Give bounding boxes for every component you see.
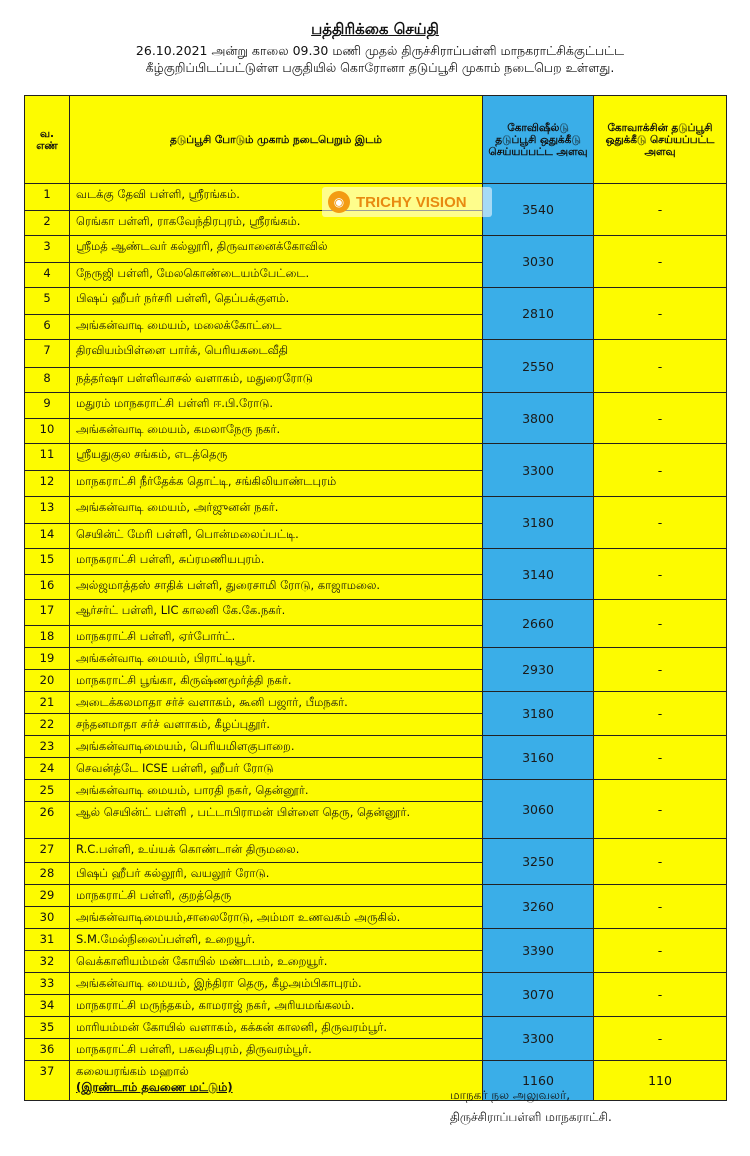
row-number: 26 [25, 802, 70, 839]
table-row [25, 288, 727, 315]
camp-location: மதுரம் மாநகராட்சி பள்ளி ஈ.பி.ரோடு. [70, 393, 483, 419]
covaxin-allocation: - [594, 1017, 727, 1061]
covaxin-allocation: - [594, 184, 727, 236]
row-number: 29 [25, 885, 70, 907]
watermark-text: TRICHY VISION [356, 193, 467, 211]
covaxin-allocation: - [594, 340, 727, 393]
covaxin-allocation: - [594, 549, 727, 600]
covishield-allocation: 3800 [483, 393, 594, 444]
row-number: 19 [25, 648, 70, 670]
table-row [25, 839, 727, 863]
camp-location: மாநகராட்சி மருந்தகம், காமராஜ் நகர், அரியமங்கலம். [70, 995, 483, 1017]
vaccination-camp-table [24, 95, 727, 1101]
covishield-allocation: 2550 [483, 340, 594, 393]
camp-location: ஆல் செயின்ட் பள்ளி , பட்டாபிராமன் பிள்ளை தெரு, தென்னூர். [70, 802, 483, 839]
row-number: 20 [25, 670, 70, 692]
row-number: 3 [25, 236, 70, 263]
camp-location: வடக்கு தேவி பள்ளி, ஸ்ரீரங்கம். [70, 184, 483, 211]
camp-location [70, 1061, 483, 1101]
covishield-allocation: 3070 [483, 973, 594, 1017]
camp-location: ஸ்ரீயதுகுல சங்கம், எடத்தெரு [70, 444, 483, 471]
table-row [25, 1061, 727, 1101]
row-number: 27 [25, 839, 70, 863]
table-row [25, 780, 727, 802]
row-number: 16 [25, 575, 70, 600]
camp-location: அங்கன்வாடி மையம், பிராட்டியூர். [70, 648, 483, 670]
covaxin-allocation: - [594, 736, 727, 780]
table-row [25, 885, 727, 907]
camp-location: அங்கன்வாடிமையம்,சாலைரோடு, அம்மா உணவகம் அருகில். [70, 907, 483, 929]
signature-org: திருச்சிராப்பள்ளி மாநகராட்சி. [450, 1110, 612, 1124]
row-number: 4 [25, 263, 70, 288]
camp-location: ஸ்ரீமத் ஆண்டவர் கல்லூரி, திருவானைக்கோவில் [70, 236, 483, 263]
camp-location-name: கலையரங்கம் மஹால் [76, 1064, 189, 1078]
intro-line-2: கீழ்குறிப்பிடப்பட்டுள்ள பகுதியில் கொரோனா தடுப்பூசி முகாம் நடைபெற உள்ளது. [145, 60, 615, 75]
camp-location: அங்கன்வாடி மையம், அர்ஜுனன் நகர். [70, 497, 483, 524]
row-number: 18 [25, 626, 70, 648]
row-number: 7 [25, 340, 70, 368]
covishield-allocation: 3180 [483, 497, 594, 549]
table-row [25, 648, 727, 670]
camp-location: மாநகராட்சி பூங்கா, கிருஷ்ணமூர்த்தி நகர். [70, 670, 483, 692]
row-number: 35 [25, 1017, 70, 1039]
row-number: 23 [25, 736, 70, 758]
covaxin-allocation: - [594, 885, 727, 929]
covaxin-allocation: - [594, 973, 727, 1017]
camp-location: அல்ஜமாத்தஸ் சாதிக் பள்ளி, துரைசாமி ரோடு, காஜாமலை. [70, 575, 483, 600]
watermark [322, 187, 492, 217]
covaxin-allocation: - [594, 929, 727, 973]
row-number: 37 [25, 1061, 70, 1101]
watermark-logo-icon: ◉ [328, 191, 350, 213]
covaxin-allocation: - [594, 288, 727, 340]
covaxin-allocation: 110 [594, 1061, 727, 1101]
covaxin-allocation: - [594, 393, 727, 444]
table-row [25, 393, 727, 419]
covishield-allocation: 3060 [483, 780, 594, 839]
camp-location: நேருஜி பள்ளி, மேலகொண்டையம்பேட்டை. [70, 263, 483, 288]
table-row [25, 973, 727, 995]
table-row [25, 549, 727, 575]
second-dose-note: (இரண்டாம் தவணை மட்டும்) [76, 1080, 233, 1094]
camp-location: மாநகராட்சி பள்ளி, ஏர்போர்ட். [70, 626, 483, 648]
intro-line-1: 26.10.2021 அன்று காலை 09.30 மணி முதல் திருச்சிராப்பள்ளி மாநகராட்சிக்குட்பட்ட [135, 43, 625, 58]
row-number: 1 [25, 184, 70, 211]
covaxin-allocation: - [594, 839, 727, 885]
covishield-allocation: 3030 [483, 236, 594, 288]
row-number: 34 [25, 995, 70, 1017]
covaxin-allocation: - [594, 444, 727, 497]
camp-location: மாநகராட்சி பள்ளி, சுப்ரமணியபுரம். [70, 549, 483, 575]
camp-location: அங்கன்வாடி மையம், பாரதி நகர், தென்னூர். [70, 780, 483, 802]
row-number: 22 [25, 714, 70, 736]
camp-location: மாநகராட்சி நீர்தேக்க தொட்டி, சங்கிலியாண்டபுரம் [70, 471, 483, 497]
table-row [25, 340, 727, 368]
table-row [25, 497, 727, 524]
camp-location: செவன்த்டே ICSE பள்ளி, ஹீபர் ரோடு [70, 758, 483, 780]
covaxin-allocation: - [594, 236, 727, 288]
row-number: 28 [25, 863, 70, 885]
table-row [25, 444, 727, 471]
covishield-allocation: 2660 [483, 600, 594, 648]
camp-location: பிஷப் ஹீபர் நர்சரி பள்ளி, தெப்பக்குளம். [70, 288, 483, 315]
camp-location: அங்கன்வாடி மையம், மலைக்கோட்டை [70, 315, 483, 340]
row-number: 9 [25, 393, 70, 419]
header-sno: வ. எண் [25, 96, 70, 184]
covishield-allocation: 2810 [483, 288, 594, 340]
row-number: 12 [25, 471, 70, 497]
covishield-allocation: 3540 [483, 184, 594, 236]
row-number: 13 [25, 497, 70, 524]
camp-location: நத்தர்ஷா பள்ளிவாசல் வளாகம், மதுரைரோடு [70, 368, 483, 393]
covaxin-allocation: - [594, 648, 727, 692]
covaxin-allocation: - [594, 600, 727, 648]
table-row [25, 1017, 727, 1039]
camp-location: R.C.பள்ளி, உய்யக் கொண்டான் திருமலை. [70, 839, 483, 863]
row-number: 24 [25, 758, 70, 780]
covishield-allocation: 1160 [483, 1061, 594, 1101]
covishield-allocation: 3300 [483, 444, 594, 497]
header-covaxin: கோவாக்சின் தடுப்பூசி ஒதுக்கீடு செய்யப்பட்ட அளவு [594, 96, 727, 184]
covishield-allocation: 3160 [483, 736, 594, 780]
row-number: 33 [25, 973, 70, 995]
camp-location: வெக்காளியம்மன் கோயில் மண்டபம், உறையூர். [70, 951, 483, 973]
header-covishield: கோவிஷீல்டு தடுப்பூசி ஒதுக்கீடு செய்யப்பட்ட அளவு [483, 96, 594, 184]
covishield-allocation: 3140 [483, 549, 594, 600]
camp-location: அடைக்கலமாதா சர்ச் வளாகம், கூனி பஜார், பீமநகர். [70, 692, 483, 714]
signature-block [450, 1084, 612, 1128]
row-number: 15 [25, 549, 70, 575]
table-row [25, 929, 727, 951]
camp-location: ஆர்சர்ட் பள்ளி, LIC காலனி கே.கே.நகர். [70, 600, 483, 626]
camp-location: மாநகராட்சி பள்ளி, குறத்தெரு [70, 885, 483, 907]
row-number: 36 [25, 1039, 70, 1061]
press-release-title: பத்திரிக்கை செய்தி [311, 20, 439, 38]
camp-location: திரவியம்பிள்ளை பார்க், பெரியகடைவீதி [70, 340, 483, 368]
table-row [25, 692, 727, 714]
table-row [25, 600, 727, 626]
camp-location: அங்கன்வாடி மையம், கமலாநேரு நகர். [70, 419, 483, 444]
camp-location: மாநகராட்சி பள்ளி, பகவதிபுரம், திருவரம்பூர். [70, 1039, 483, 1061]
covishield-allocation: 3260 [483, 885, 594, 929]
row-number: 8 [25, 368, 70, 393]
table-row [25, 736, 727, 758]
camp-location: சந்தனமாதா சர்ச் வளாகம், கீழப்புதூர். [70, 714, 483, 736]
row-number: 25 [25, 780, 70, 802]
row-number: 30 [25, 907, 70, 929]
covishield-allocation: 3300 [483, 1017, 594, 1061]
table-body [25, 184, 727, 1101]
row-number: 17 [25, 600, 70, 626]
row-number: 14 [25, 524, 70, 549]
camp-location: பிஷப் ஹீபர் கல்லூரி, வயலூர் ரோடு. [70, 863, 483, 885]
covaxin-allocation: - [594, 780, 727, 839]
row-number: 2 [25, 211, 70, 236]
signature-title: மாநகர் நல அலுவலர், [450, 1088, 571, 1102]
camp-location: செயின்ட் மேரி பள்ளி, பொன்மலைப்பட்டி. [70, 524, 483, 549]
camp-location: ரெங்கா பள்ளி, ராகவேந்திரபுரம், ஸ்ரீரங்கம். [70, 211, 483, 236]
intro-text [40, 42, 720, 76]
row-number: 10 [25, 419, 70, 444]
camp-location: S.M.மேல்நிலைப்பள்ளி, உறையூர். [70, 929, 483, 951]
covishield-allocation: 3390 [483, 929, 594, 973]
row-number: 21 [25, 692, 70, 714]
row-number: 5 [25, 288, 70, 315]
row-number: 11 [25, 444, 70, 471]
row-number: 32 [25, 951, 70, 973]
table-row [25, 236, 727, 263]
header-place: தடுப்பூசி போடும் முகாம் நடைபெறும் இடம் [70, 96, 483, 184]
camp-location: அங்கன்வாடி மையம், இந்திரா தெரு, கீழஅம்பிகாபுரம். [70, 973, 483, 995]
camp-location: அங்கன்வாடிமையம், பெரியமிளகுபாறை. [70, 736, 483, 758]
row-number: 6 [25, 315, 70, 340]
covaxin-allocation: - [594, 692, 727, 736]
row-number: 31 [25, 929, 70, 951]
camp-location: மாரியம்மன் கோயில் வளாகம், கக்கன் காலனி, திருவரம்பூர். [70, 1017, 483, 1039]
covishield-allocation: 2930 [483, 648, 594, 692]
covishield-allocation: 3250 [483, 839, 594, 885]
covaxin-allocation: - [594, 497, 727, 549]
covishield-allocation: 3180 [483, 692, 594, 736]
